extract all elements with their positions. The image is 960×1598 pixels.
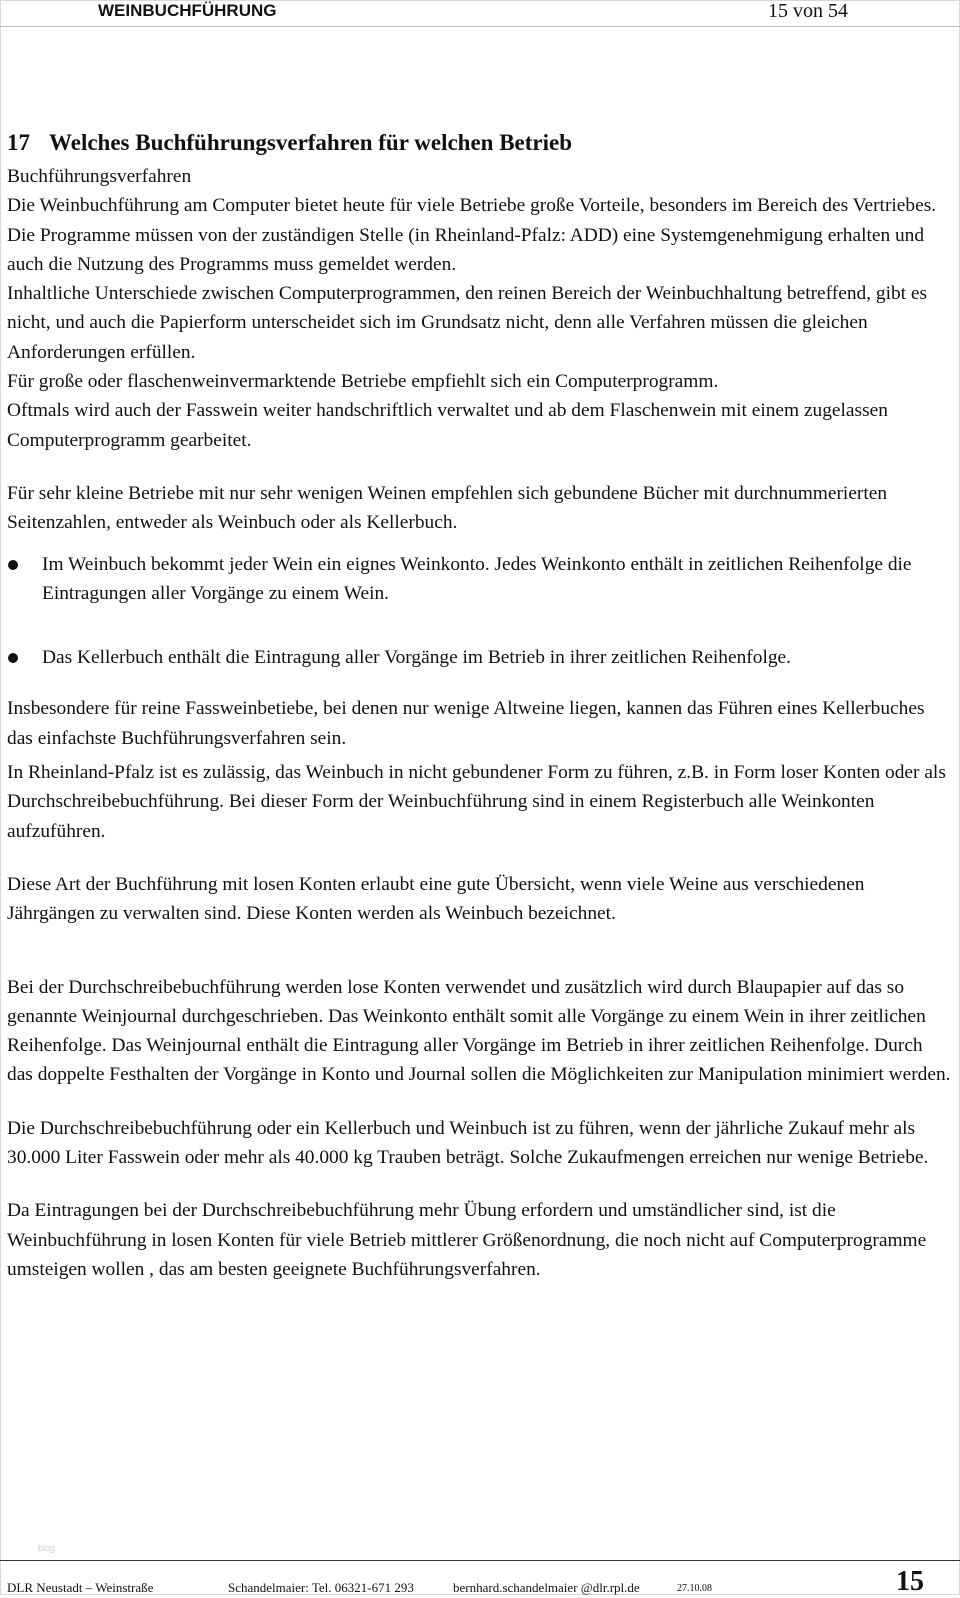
paragraph: Buchführungsverfahren xyxy=(7,166,192,187)
spacer xyxy=(7,929,952,973)
paragraph: Diese Art der Buchführung mit losen Konten erlaubt eine gute Übersicht, wenn viele Weine aus verschiedenen Jährgängen zu verwalten sind. Diese Konten werden als Weinbuch bezeichnet. xyxy=(7,873,865,925)
section-number: 17 xyxy=(7,130,30,155)
section-heading xyxy=(7,128,952,158)
list-item xyxy=(7,550,952,609)
bullet-icon xyxy=(8,653,18,663)
list-item-text: Im Weinbuch bekommt jeder Wein ein eignes Weinkonto. Jedes Weinkonto enthält in zeitlichen Reihenfolge die Eintragungen aller Vorgänge zu einem Wein. xyxy=(42,553,912,604)
paragraph: In Rheinland-Pfalz ist es zulässig, das Weinbuch in nicht gebundener Form zu führen, z.B. in Form loser Konten oder als Durchschreibebuchführung. Bei dieser Form der Weinbuchführung sind in einem Registerbuch alle Weinkonten aufzuführen. xyxy=(7,762,946,842)
spacer xyxy=(7,846,952,870)
spacer xyxy=(7,1172,952,1196)
paragraph: Bei der Durchschreibebuchführung werden lose Konten verwendet und zusätzlich wird durch Blaupapier auf das so genannte Weinjournal durchgeschrieben. Das Weinkonto enthält somit alle Vorgänge zu einem Wein in ihrer zeitlichen Reihenfolge. Das Weinjournal enthält die Eintragung aller Vorgänge im Betrieb in ihrer zeitlichen Reihenfolge. Durch das doppelte Festhalten der Vorgänge in Konto und Journal sollen die Möglichkeiten zur Manipulation minimiert werden. xyxy=(7,976,951,1086)
spacer xyxy=(7,455,952,479)
footer-page-number: 15 xyxy=(896,1566,924,1597)
footer-divider xyxy=(0,1560,960,1561)
paragraph: Insbesondere für reine Fassweinbetiebe, bei denen nur wenige Altweine liegen, kannen das Führen eines Kellerbuches das einfachste Buchführungsverfahren sein. xyxy=(7,698,925,749)
page-indicator: 15 von 54 xyxy=(768,0,848,22)
footer-office: DLR Neustadt – Weinstraße xyxy=(7,1580,154,1595)
page-footer xyxy=(0,1566,960,1595)
watermark: blog xyxy=(38,1543,56,1553)
bullet-list xyxy=(7,550,952,673)
page-content xyxy=(7,128,952,1284)
spacer xyxy=(7,1090,952,1114)
list-item xyxy=(7,643,952,672)
paragraph: Da Eintragungen bei der Durchschreibebuchführung mehr Übung erfordern und umständlicher sind, ist die Weinbuchführung in losen Konten für viele Betrieb mittlerer Größenordnung, die noch nicht auf Computerprogramme umsteigen wollen , das am besten geeignete Buchführungsverfahren. xyxy=(7,1200,927,1280)
document-title: WEINBUCHFÜHRUNG xyxy=(98,1,277,20)
footer-email: bernhard.schandelmaier @dlr.rpl.de xyxy=(453,1580,640,1595)
paragraph: Die Durchschreibebuchführung oder ein Kellerbuch und Weinbuch ist zu führen, wenn der jährliche Zukauf mehr als 30.000 Liter Fasswein oder mehr als 40.000 kg Trauben beträgt. Solche Zukaufmengen erreichen nur wenige Betriebe. xyxy=(7,1117,929,1169)
header-divider xyxy=(0,26,960,27)
bullet-icon xyxy=(8,560,18,570)
footer-date: 27.10.08 xyxy=(677,1583,712,1594)
paragraph: Für große oder flaschenweinvermarktende Betriebe empfiehlt sich ein Computerprogramm. xyxy=(7,371,719,393)
paragraph: Für sehr kleine Betriebe mit nur sehr wenigen Weinen empfehlen sich gebundene Bücher mit durchnummerierten Seitenzahlen, entweder als Weinbuch oder als Kellerbuch. xyxy=(7,482,888,534)
paragraph: Die Weinbuchführung am Computer bietet heute für viele Betriebe große Vorteile, besonders im Bereich des Vertriebes. Die Programme müssen von der zuständigen Stelle (in Rheinland-Pfalz: ADD) eine Systemgenehmigung erhalten und auch die Nutzung des Programms muss gemeldet werden. xyxy=(7,195,937,275)
paragraph: Inhaltliche Unterschiede zwischen Computerprogrammen, den reinen Bereich der Weinbuchhaltung betreffend, gibt es nicht, und auch die Papierform unterscheidet sich im Grundsatz nicht, denn alle Verfahren müssen die gleichen Anforderungen erfüllen. xyxy=(7,283,928,363)
page-header xyxy=(0,0,960,28)
list-item-text: Das Kellerbuch enthält die Eintragung aller Vorgänge im Betrieb in ihrer zeitlichen Reihenfolge. xyxy=(42,647,791,669)
paragraph: Oftmals wird auch der Fasswein weiter handschriftlich verwaltet und ab dem Flaschenwein mit einem zugelassen Computerprogramm gearbeitet. xyxy=(7,400,888,451)
section-title: Welches Buchführungsverfahren für welchen Betrieb xyxy=(49,130,573,155)
footer-contact: Schandelmaier: Tel. 06321-671 293 xyxy=(228,1580,414,1595)
